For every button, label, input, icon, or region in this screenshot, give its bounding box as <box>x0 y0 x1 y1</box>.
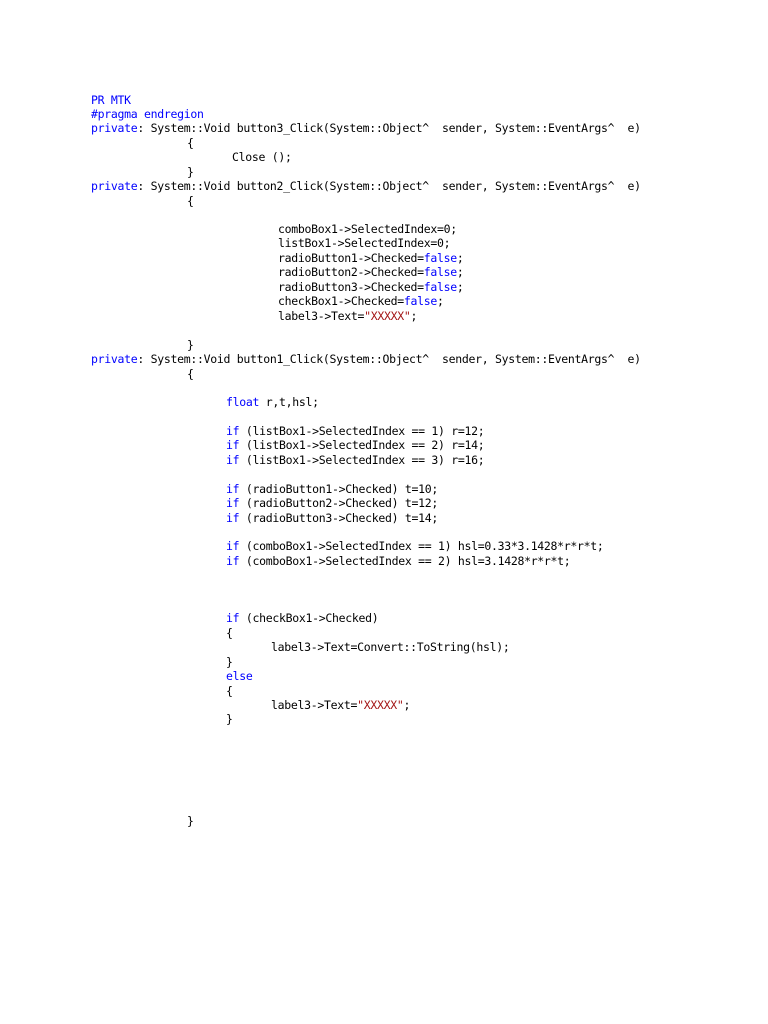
code-token: } <box>187 814 194 828</box>
code-token: (comboBox1->SelectedIndex == 2) hsl=3.1428*r*r*t; <box>239 554 571 568</box>
code-line <box>187 136 194 150</box>
code-line <box>278 280 463 294</box>
code-token: { <box>226 684 233 698</box>
keyword-token: if <box>226 611 240 625</box>
code-token: label3->Text=Convert::ToString(hsl); <box>271 640 510 654</box>
code-token: checkBox1->Checked= <box>278 294 404 308</box>
code-token: { <box>226 626 233 640</box>
code-line <box>187 194 194 208</box>
keyword-token: false <box>403 294 437 308</box>
code-token: (listBox1->SelectedIndex == 2) r=14; <box>239 438 485 452</box>
keyword-token: float <box>226 395 260 409</box>
code-token: comboBox1->SelectedIndex=0; <box>278 222 457 236</box>
keyword-token: if <box>226 554 240 568</box>
code-line <box>226 395 319 409</box>
keyword-token: else <box>226 669 253 683</box>
code-token: { <box>187 194 194 208</box>
code-line <box>91 179 641 193</box>
keyword-token: if <box>226 539 240 553</box>
code-token: listBox1->SelectedIndex=0; <box>278 236 451 250</box>
code-line <box>226 684 233 698</box>
keyword-token: false <box>423 251 457 265</box>
code-line <box>278 222 457 236</box>
code-line <box>278 236 450 250</box>
code-token: radioButton1->Checked= <box>278 251 424 265</box>
code-token: (radioButton2->Checked) t=12; <box>239 496 438 510</box>
keyword-token: if <box>226 438 240 452</box>
code-line <box>187 367 194 381</box>
keyword-token: private <box>91 352 138 366</box>
code-line <box>226 712 233 726</box>
code-token: radioButton3->Checked= <box>278 280 424 294</box>
code-token: (comboBox1->SelectedIndex == 1) hsl=0.33*3.1428*r*r*t; <box>239 539 604 553</box>
code-token: { <box>187 136 194 150</box>
code-token: ; <box>456 251 464 265</box>
code-line <box>226 626 233 640</box>
code-line <box>232 150 292 164</box>
code-token: (listBox1->SelectedIndex == 3) r=16; <box>239 453 485 467</box>
keyword-token: if <box>226 424 240 438</box>
code-token: : System::Void button3_Click(System::Object^ sender, System::EventArgs^ e) <box>137 121 641 135</box>
code-token: (radioButton3->Checked) t=14; <box>239 511 438 525</box>
code-line <box>271 698 410 712</box>
code-line <box>91 107 204 121</box>
keyword-token: if <box>226 511 240 525</box>
code-token: ; <box>436 294 444 308</box>
code-token: } <box>187 165 194 179</box>
keyword-token: if <box>226 453 240 467</box>
code-token: Close (); <box>232 150 292 164</box>
keyword-token: if <box>226 496 240 510</box>
code-line <box>91 352 641 366</box>
code-token: } <box>226 712 233 726</box>
code-token: (listBox1->SelectedIndex == 1) r=12; <box>239 424 485 438</box>
keyword-token: if <box>226 482 240 496</box>
code-token: label3->Text= <box>278 309 365 323</box>
code-token: } <box>226 655 233 669</box>
code-line <box>187 338 194 352</box>
code-line <box>226 539 604 553</box>
code-line <box>187 814 194 828</box>
code-token: ; <box>456 265 464 279</box>
keyword-token: #pragma endregion <box>91 107 204 121</box>
code-line <box>271 640 509 654</box>
code-token: radioButton2->Checked= <box>278 265 424 279</box>
code-line <box>226 669 253 683</box>
keyword-token: private <box>91 121 138 135</box>
keyword-token: false <box>423 265 457 279</box>
code-token: { <box>187 367 194 381</box>
keyword-token: false <box>423 280 457 294</box>
code-line <box>278 294 444 308</box>
code-token: : System::Void button1_Click(System::Object^ sender, System::EventArgs^ e) <box>137 352 641 366</box>
code-line <box>226 655 233 669</box>
keyword-token: private <box>91 179 138 193</box>
code-line <box>91 121 641 135</box>
code-line <box>226 482 438 496</box>
code-line <box>226 438 484 452</box>
keyword-token: PR MTK <box>91 93 131 107</box>
string-token: "XXXXX" <box>357 698 404 712</box>
code-token: r,t,hsl; <box>259 395 319 409</box>
code-line <box>226 453 484 467</box>
code-line <box>226 424 484 438</box>
code-token: } <box>187 338 194 352</box>
code-token: label3->Text= <box>271 698 358 712</box>
code-token: ; <box>410 309 418 323</box>
code-line <box>226 496 438 510</box>
code-token: (radioButton1->Checked) t=10; <box>239 482 438 496</box>
code-line <box>278 251 463 265</box>
code-line <box>278 265 463 279</box>
code-line <box>226 554 570 568</box>
code-token: ; <box>456 280 464 294</box>
code-token: (checkBox1->Checked) <box>239 611 379 625</box>
code-line <box>226 611 378 625</box>
code-line <box>226 511 438 525</box>
string-token: "XXXXX" <box>364 309 411 323</box>
code-line <box>91 93 131 107</box>
code-line <box>278 309 417 323</box>
code-line <box>187 165 194 179</box>
code-token: : System::Void button2_Click(System::Object^ sender, System::EventArgs^ e) <box>137 179 641 193</box>
code-token: ; <box>403 698 411 712</box>
